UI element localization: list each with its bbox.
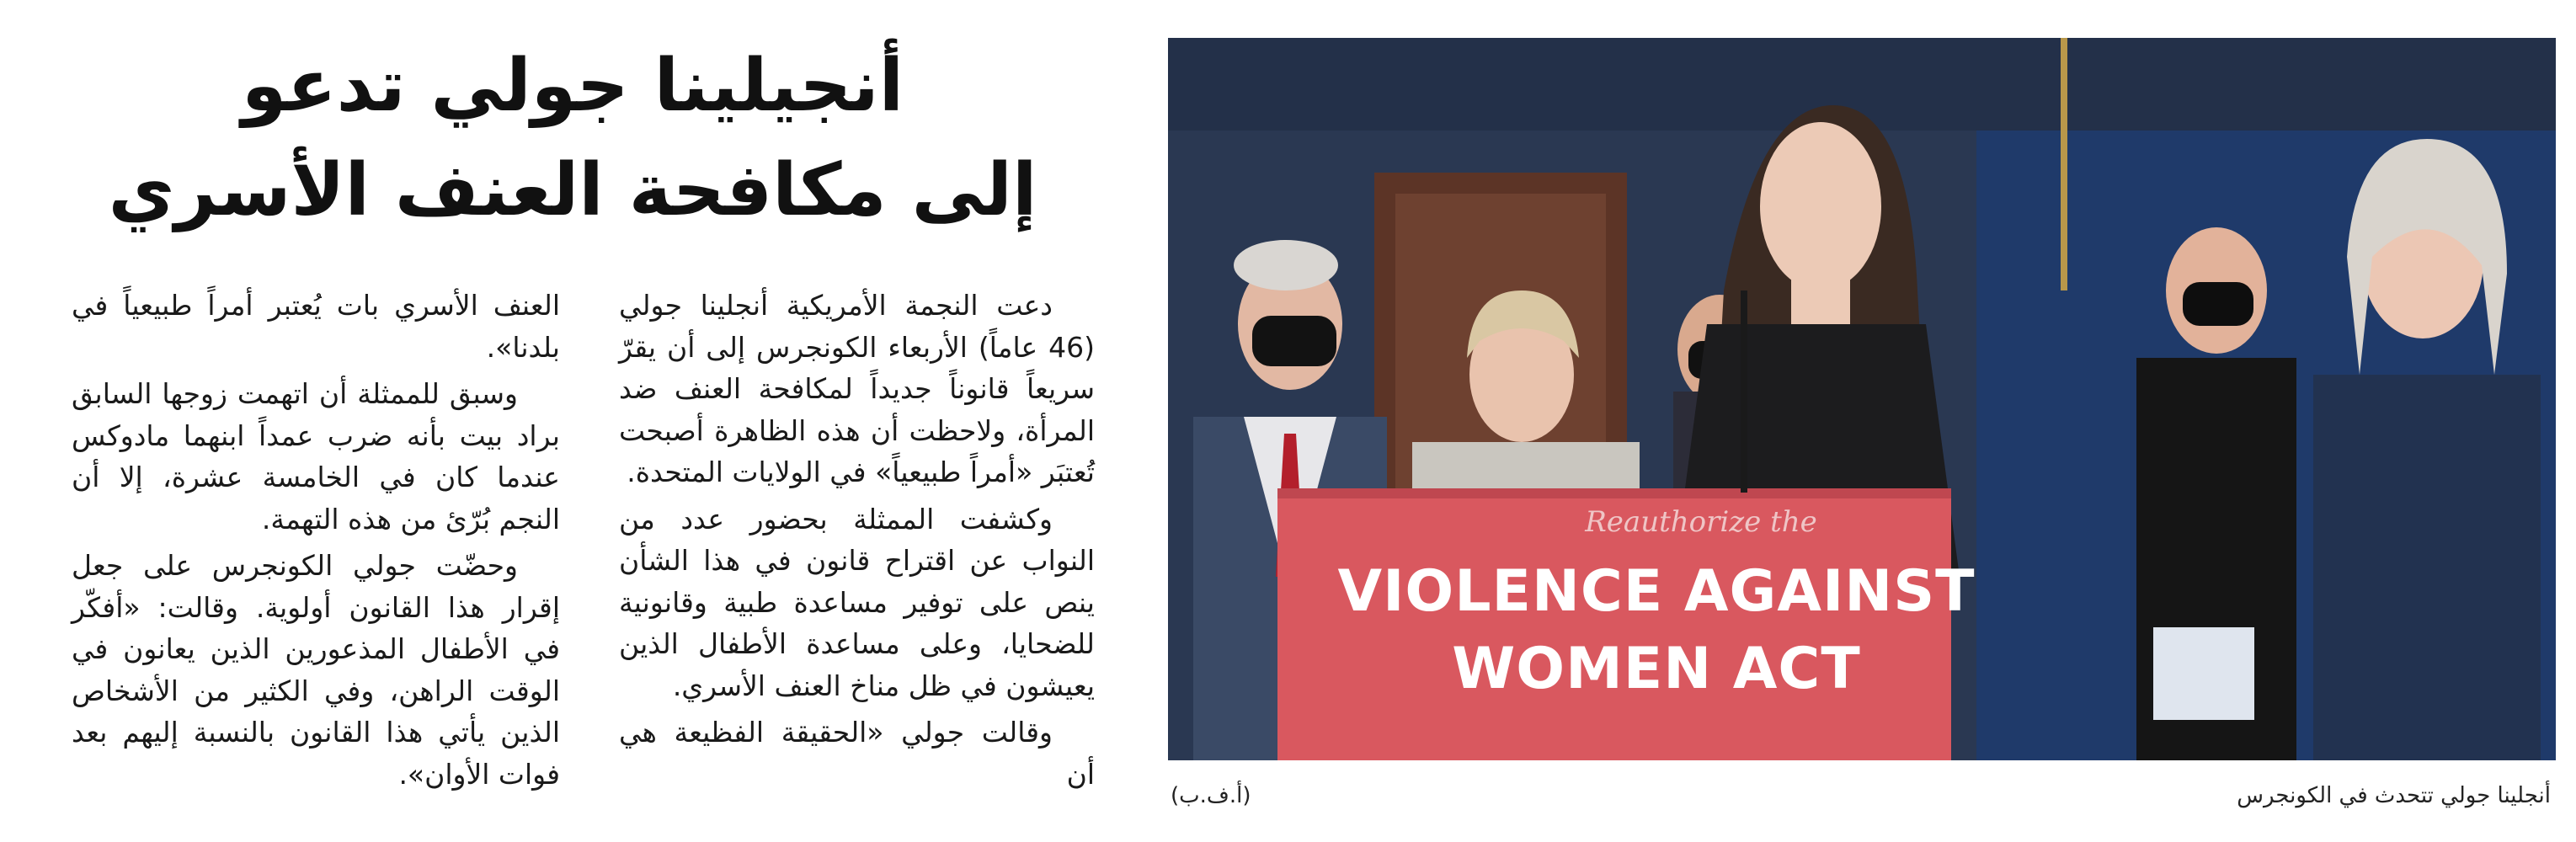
paragraph: وكشفت الممثلة بحضور عدد من النواب عن اقتراح قانون في هذا الشأن ينص على توفير مساعدة طبية وقانونية للضحايا، وعلى مساعدة الأطفال الذين يعيشون في ظل مناخ العنف الأسري. xyxy=(619,502,1095,702)
paragraph: وسبق للممثلة أن اتهمت زوجها السابق براد بيت بأنه ضرب عمداً ابنهما مادوكس عندما كان في الخامسة عشرة، إلا أن النجم بُرّئ من هذه التهمة. xyxy=(72,377,560,536)
face-mask xyxy=(2183,282,2253,326)
paragraph: وقالت جولي «الحقيقة الفظيعة هي أن xyxy=(619,716,1095,791)
paragraph: العنف الأسري بات يُعتبر أمراً طبيعياً في بلدنا». xyxy=(72,289,560,364)
photo-credit: (أ.ف.ب) xyxy=(1171,783,1251,808)
sign-title-line-2: WOMEN ACT xyxy=(1452,636,1861,702)
article-headline xyxy=(51,34,1095,242)
microphone-stand xyxy=(1741,290,1747,493)
sign-top-edge xyxy=(1277,488,1951,498)
sign-title-line-1: VIOLENCE AGAINST xyxy=(1337,558,1976,625)
news-photo xyxy=(1168,38,2556,760)
flag-pole xyxy=(2061,38,2067,290)
sign-subtitle: Reauthorize the xyxy=(1585,505,1817,539)
papers xyxy=(2153,627,2254,720)
headline-line-1: أنجيلينا جولي تدعو xyxy=(241,44,904,128)
article-column-2 xyxy=(72,285,560,800)
hair xyxy=(1234,240,1338,290)
face-mask xyxy=(1252,316,1336,366)
headline-line-2: إلى مكافحة العنف الأسري xyxy=(108,148,1037,232)
article-column-1 xyxy=(619,285,1095,800)
paragraph: وحضّت جولي الكونجرس على جعل إقرار هذا القانون أولوية. وقالت: «أفكّر في الأطفال المذعورين الذين يعانون في الوقت الراهن، وفي الكثير من الأشخاص الذين يأتي هذا القانون بالنسبة إليهم بعد فوات الأوان». xyxy=(72,549,560,791)
face xyxy=(1760,122,1881,290)
navy-blazer xyxy=(2313,375,2541,760)
photo-caption: أنجلينا جولي تتحدث في الكونجرس xyxy=(2237,783,2551,808)
paragraph: دعت النجمة الأمريكية أنجلينا جولي (46 عاماً) الأربعاء الكونجرس إلى أن يقرّ سريعاً قانوناً جديداً لمكافحة العنف ضد المرأة، ولاحظت أن هذه الظاهرة أصبحت تُعتبَر «أمراً طبيعياً» في الولايات المتحدة. xyxy=(619,289,1095,488)
